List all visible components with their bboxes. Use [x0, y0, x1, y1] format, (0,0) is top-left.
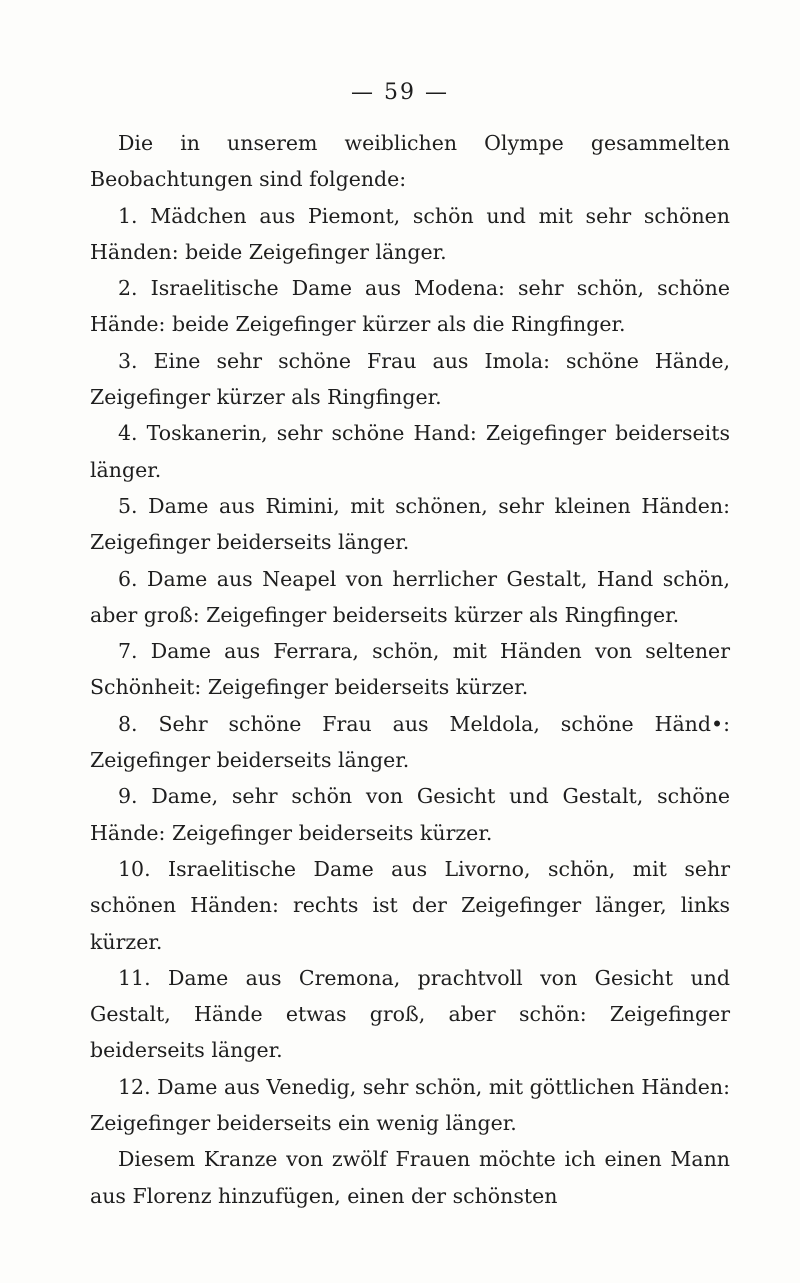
paragraph-item-8: 8. Sehr schöne Frau aus Meldola, schöne Händ•: Zeigefinger beiderseits länger.: [90, 711, 730, 773]
paragraph-item-5: 5. Dame aus Rimini, mit schönen, sehr kleinen Händen: Zeigefinger beiderseits länger.: [90, 493, 730, 555]
paragraph-item-11: 11. Dame aus Cremona, prachtvoll von Gesicht und Gestalt, Hände etwas groß, aber schön: Zeigefinger beiderseits länger.: [90, 965, 730, 1063]
paragraph-item-2: 2. Israelitische Dame aus Modena: sehr schön, schöne Hände: beide Zeigefinger kürzer als die Ringfinger.: [90, 276, 730, 337]
paragraph-item-3: 3. Eine sehr schöne Frau aus Imola: schöne Hände, Zeigefinger kürzer als Ringfinger.: [90, 348, 730, 410]
paragraph-item-6: 6. Dame aus Neapel von herrlicher Gestalt, Hand schön, aber groß: Zeigefinger beiderseits kürzer als Ringfinger.: [90, 566, 730, 627]
paragraph-item-4: 4. Toskanerin, sehr schöne Hand: Zeigefinger beiderseits länger.: [90, 421, 730, 482]
paragraph-intro: Die in unserem weiblichen Olympe gesammelten Beobachtungen sind folgende:: [90, 131, 730, 192]
paragraph-item-12: 12. Dame aus Venedig, sehr schön, mit göttlichen Händen: Zeigefinger beiderseits ein wenig länger.: [90, 1074, 730, 1136]
paragraph-closing: Diesem Kranze von zwölf Frauen möchte ich einen Mann aus Florenz hinzufügen, einen der schönsten: [90, 1147, 730, 1208]
page-number: — 59 —: [351, 80, 449, 105]
paragraph-item-7: 7. Dame aus Ferrara, schön, mit Händen von seltener Schönheit: Zeigefinger beiderseits kürzer.: [90, 639, 730, 700]
paragraph-item-1: 1. Mädchen aus Piemont, schön und mit sehr schönen Händen: beide Zeigefinger länger.: [90, 203, 730, 264]
paragraph-item-10: 10. Israelitische Dame aus Livorno, schön, mit sehr schönen Händen: rechts ist der Zeigefinger länger, links kürzer.: [90, 856, 730, 954]
body-text: [90, 125, 730, 1214]
paragraph-item-9: 9. Dame, sehr schön von Gesicht und Gestalt, schöne Hände: Zeigefinger beiderseits kürzer.: [90, 784, 730, 845]
